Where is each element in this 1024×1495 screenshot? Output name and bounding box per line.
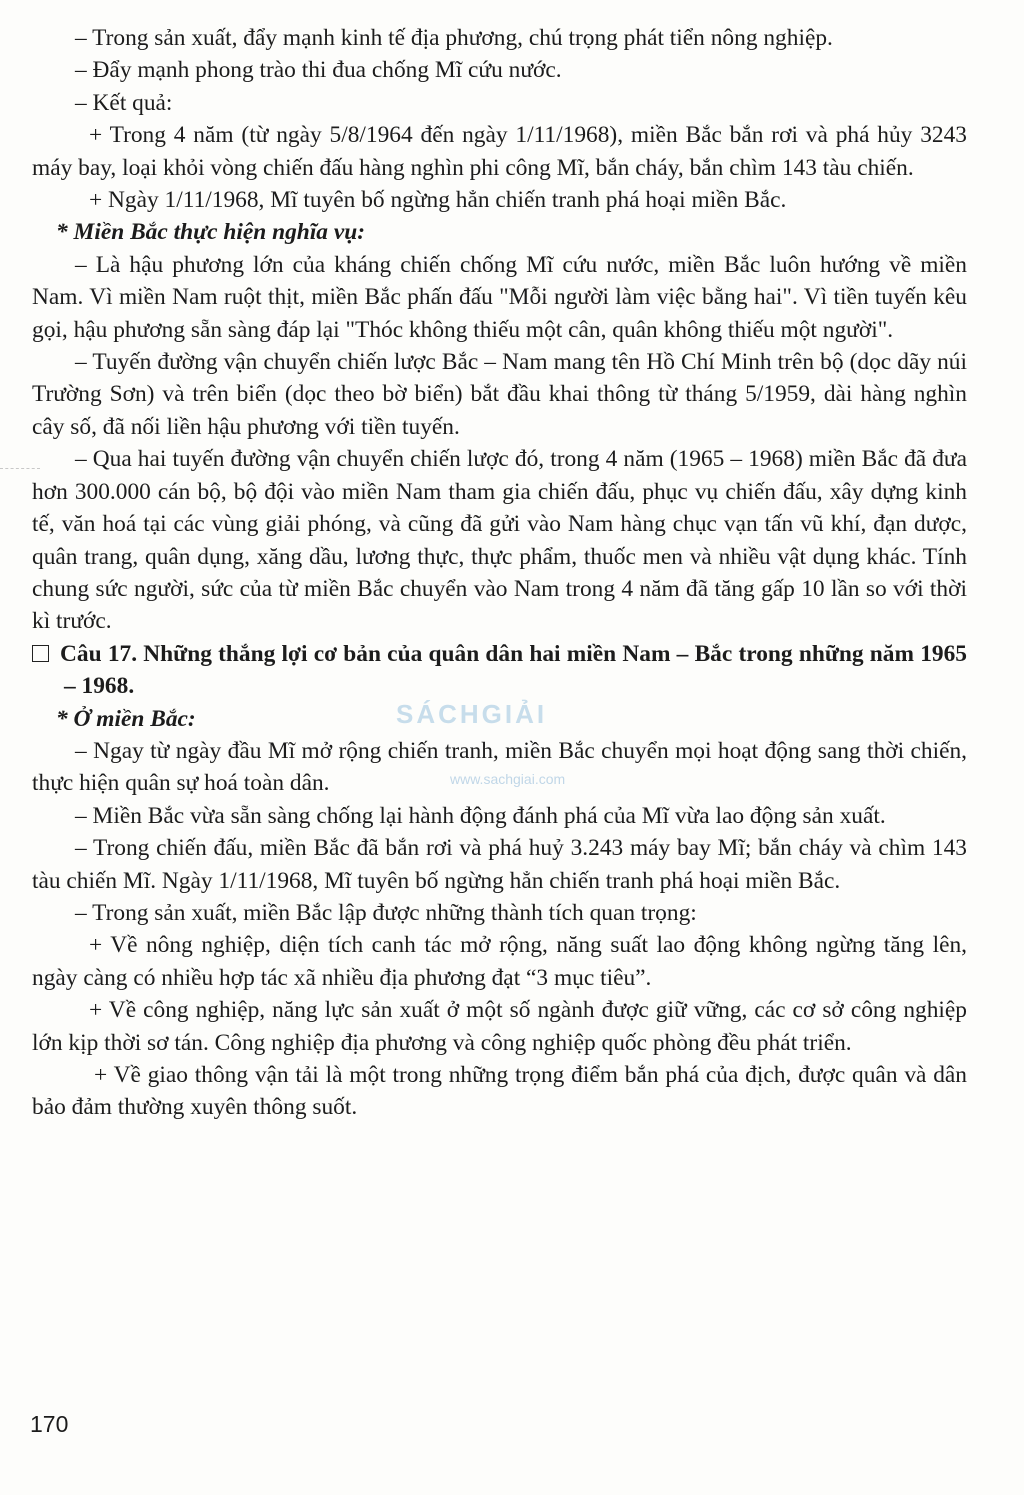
heading-north-duty: * Miền Bắc thực hiện nghĩa vụ: [56,219,366,246]
paragraph-results-end: + Ngày 1/11/1968, Mĩ tuyên bố ngừng hẳn chiến tranh phá hoại miền Bắc. [89,187,787,214]
watermark-url: www.sachgiai.com [450,771,566,787]
paragraph-fight-and-produce: – Miền Bắc vừa sẵn sàng chống lại hành động đánh phá của Mĩ vừa lao động sản xuất. [75,802,886,829]
paragraph-transport-results: – Qua hai tuyến đường vận chuyển chiến lược đó, trong 4 năm (1965 – 1968) miền Bắc đã đưa hơn 300.000 cán bộ, bộ đội vào miền Nam tham gia chiến đấu, phục vụ chiến đấu, xây dựng kinh tế, văn hoá tại các vùng giải phóng, và cũng đã gửi vào Nam hàng chục vạn tấn vũ khí, đạn dược, quân trang, quân dụng, xăng dầu, lương thực, thực phẩm, thuốc men và nhiều vật dụng khác. Tính chung sức người, sức của từ miền Bắc chuyển vào Nam trong 4 năm đã tăng gấp 10 lần so với thời kì trước. [32,446,967,635]
paragraph-results-label: – Kết quả: [75,89,173,116]
paragraph-transport: + Về giao thông vận tải là một trong những trọng điểm bắn phá của địch, được quân và dân bảo đảm thường xuyên thông suốt. [32,1062,967,1121]
body-text [32,22,967,1124]
page-number: 170 [30,1411,69,1437]
paragraph-emulation: – Đẩy mạnh phong trào thi đua chống Mĩ cứu nước. [75,57,562,84]
watermark-logo-text: SÁCHGIẢI [396,699,548,729]
question-17-text: Câu 17. Những thắng lợi cơ bản của quân dân hai miền Nam – Bắc trong những năm 1965 – 1968. [60,640,967,700]
paragraph-production: – Trong sản xuất, đẩy mạnh kinh tế địa phương, chú trọng phát tiển nông nghiệp. [75,25,833,51]
paragraph-rear-base: – Là hậu phương lớn của kháng chiến chống Mĩ cứu nước, miền Bắc luôn hướng về miền Nam. Vì miền Nam ruột thịt, miền Bắc phấn đấu "Mỗi người làm việc bằng hai". Vì tiền tuyến kêu gọi, hậu phương sẵn sàng đáp lại "Thóc không thiếu một cân, quân không thiếu một người". [32,251,967,343]
paragraph-wartime: – Ngay từ ngày đầu Mĩ mở rộng chiến tranh, miền Bắc chuyển mọi hoạt động sang thời chiến, thực hiện quân sự hoá toàn dân. [32,737,967,797]
paragraph-agriculture: + Về nông nghiệp, diện tích canh tác mở rộng, năng suất lao động không ngừng tăng lên, ngày càng có nhiều hợp tác xã nhiều địa phương đạt “3 mục tiêu”. [32,932,967,991]
heading-in-the-north: * Ở miền Bắc: [56,705,196,732]
paragraph-results-planes: + Trong 4 năm (từ ngày 5/8/1964 đến ngày 1/11/1968), miền Bắc bắn rơi và phá hủy 3243 máy bay, loại khỏi vòng chiến đấu hàng nghìn phi công Mĩ, bắn cháy, bắn chìm 143 tàu chiến. [32,122,967,181]
paragraph-production-achievements: – Trong sản xuất, miền Bắc lập được những thành tích quan trọng: [75,899,697,926]
question-17-heading [32,638,967,703]
checkbox-square-icon [32,645,49,662]
paragraph-combat: – Trong chiến đấu, miền Bắc đã bắn rơi và phá huỷ 3.243 máy bay Mĩ; bắn cháy và chìm 143 tàu chiến Mĩ. Ngày 1/11/1968, Mĩ tuyên bố ngừng hẳn chiến tranh phá hoại miền Bắc. [32,835,967,894]
paragraph-ho-chi-minh-trail: – Tuyến đường vận chuyển chiến lược Bắc – Nam mang tên Hồ Chí Minh trên bộ (dọc dãy núi Trường Sơn) và trên biển (dọc theo bờ biển) bắt đầu khai thông từ tháng 5/1959, dài hàng nghìn cây số, đã nối liền hậu phương với tiền tuyến. [32,349,967,440]
paragraph-industry: + Về công nghiệp, năng lực sản xuất ở một số ngành được giữ vững, các cơ sở công nghiệp lớn kịp thời sơ tán. Công nghiệp địa phương và công nghiệp quốc phòng đều phát triển. [32,997,967,1056]
